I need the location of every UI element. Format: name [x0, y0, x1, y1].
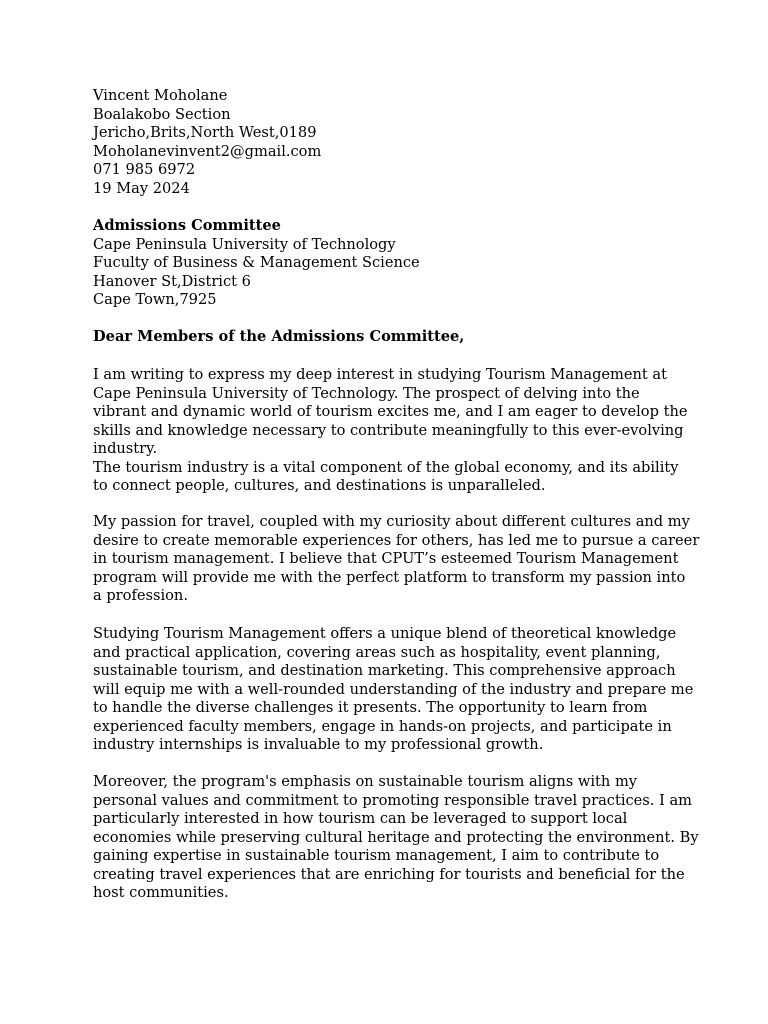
paragraph-line: a profession.: [93, 587, 188, 604]
paragraph-line: in tourism management. I believe that CPUT’s esteemed Tourism Management: [93, 550, 679, 567]
paragraph-line: I am writing to express my deep interest in studying Tourism Management at: [93, 366, 668, 383]
paragraph-line: Cape Peninsula University of Technology. The prospect of delving into the: [93, 384, 640, 402]
recipient-address-line: Cape Town,7925: [93, 291, 217, 308]
recipient-address-line: Hanover St,District 6: [93, 272, 251, 290]
paragraph-line: industry internships is invaluable to my professional growth.: [93, 736, 544, 753]
paragraph-line: program will provide me with the perfect platform to transform my passion into: [93, 568, 686, 586]
letter-date: 19 May 2024: [93, 179, 190, 197]
paragraph-line: My passion for travel, coupled with my curiosity about different cultures and my: [93, 513, 690, 530]
sender-email: Moholanevinvent2@gmail.com: [93, 142, 322, 160]
paragraph-line: economies while preserving cultural heritage and protecting the environment. By: [93, 828, 699, 846]
body-paragraph: [93, 625, 703, 755]
paragraph-line: gaining expertise in sustainable tourism management, I aim to contribute to: [93, 847, 660, 864]
sender-address-line: Boalakobo Section: [93, 105, 231, 123]
body-paragraph: [93, 773, 703, 903]
paragraph-line: Studying Tourism Management offers a unique blend of theoretical knowledge: [93, 625, 677, 642]
paragraph-line: vibrant and dynamic world of tourism excites me, and I am eager to develop the: [93, 403, 688, 420]
paragraph-line: and practical application, covering areas such as hospitality, event planning,: [93, 643, 661, 661]
paragraph-line: to connect people, cultures, and destinations is unparalleled.: [93, 477, 546, 494]
paragraph-line: personal values and commitment to promoting responsible travel practices. I am: [93, 791, 693, 809]
sender-phone: 071 985 6972: [93, 161, 196, 178]
recipient-address-block: [93, 217, 703, 310]
paragraph-line: host communities.: [93, 884, 229, 901]
paragraph-line: sustainable tourism, and destination marketing. This comprehensive approach: [93, 662, 676, 679]
salutation: Dear Members of the Admissions Committee,: [93, 328, 465, 345]
paragraph-line: experienced faculty members, engage in hands-on projects, and participate in: [93, 717, 672, 735]
paragraph-line: particularly interested in how tourism can be leveraged to support local: [93, 810, 628, 827]
paragraph-line: desire to create memorable experiences for others, has led me to pursue a career: [93, 531, 700, 549]
body-paragraph: [93, 366, 703, 496]
paragraph-line: industry.: [93, 440, 158, 457]
paragraph-line: Moreover, the program's emphasis on sustainable tourism aligns with my: [93, 773, 638, 790]
sender-address-line: Jericho,Brits,North West,0189: [93, 124, 317, 141]
recipient-title: Admissions Committee: [93, 217, 281, 234]
paragraph-line: to handle the diverse challenges it presents. The opportunity to learn from: [93, 699, 648, 716]
salutation-block: [93, 328, 703, 347]
recipient-address-line: Fuculty of Business & Management Science: [93, 254, 420, 271]
paragraph-line: creating travel experiences that are enriching for tourists and beneficial for the: [93, 865, 685, 883]
sender-name: Vincent Moholane: [93, 87, 228, 104]
body-paragraph: [93, 513, 703, 606]
paragraph-line: The tourism industry is a vital component of the global economy, and its ability: [93, 458, 679, 476]
sender-address-block: [93, 87, 703, 198]
paragraph-line: skills and knowledge necessary to contribute meaningfully to this ever-evolving: [93, 421, 684, 439]
recipient-address-line: Cape Peninsula University of Technology: [93, 235, 396, 253]
paragraph-line: will equip me with a well-rounded understanding of the industry and prepare me: [93, 680, 694, 698]
